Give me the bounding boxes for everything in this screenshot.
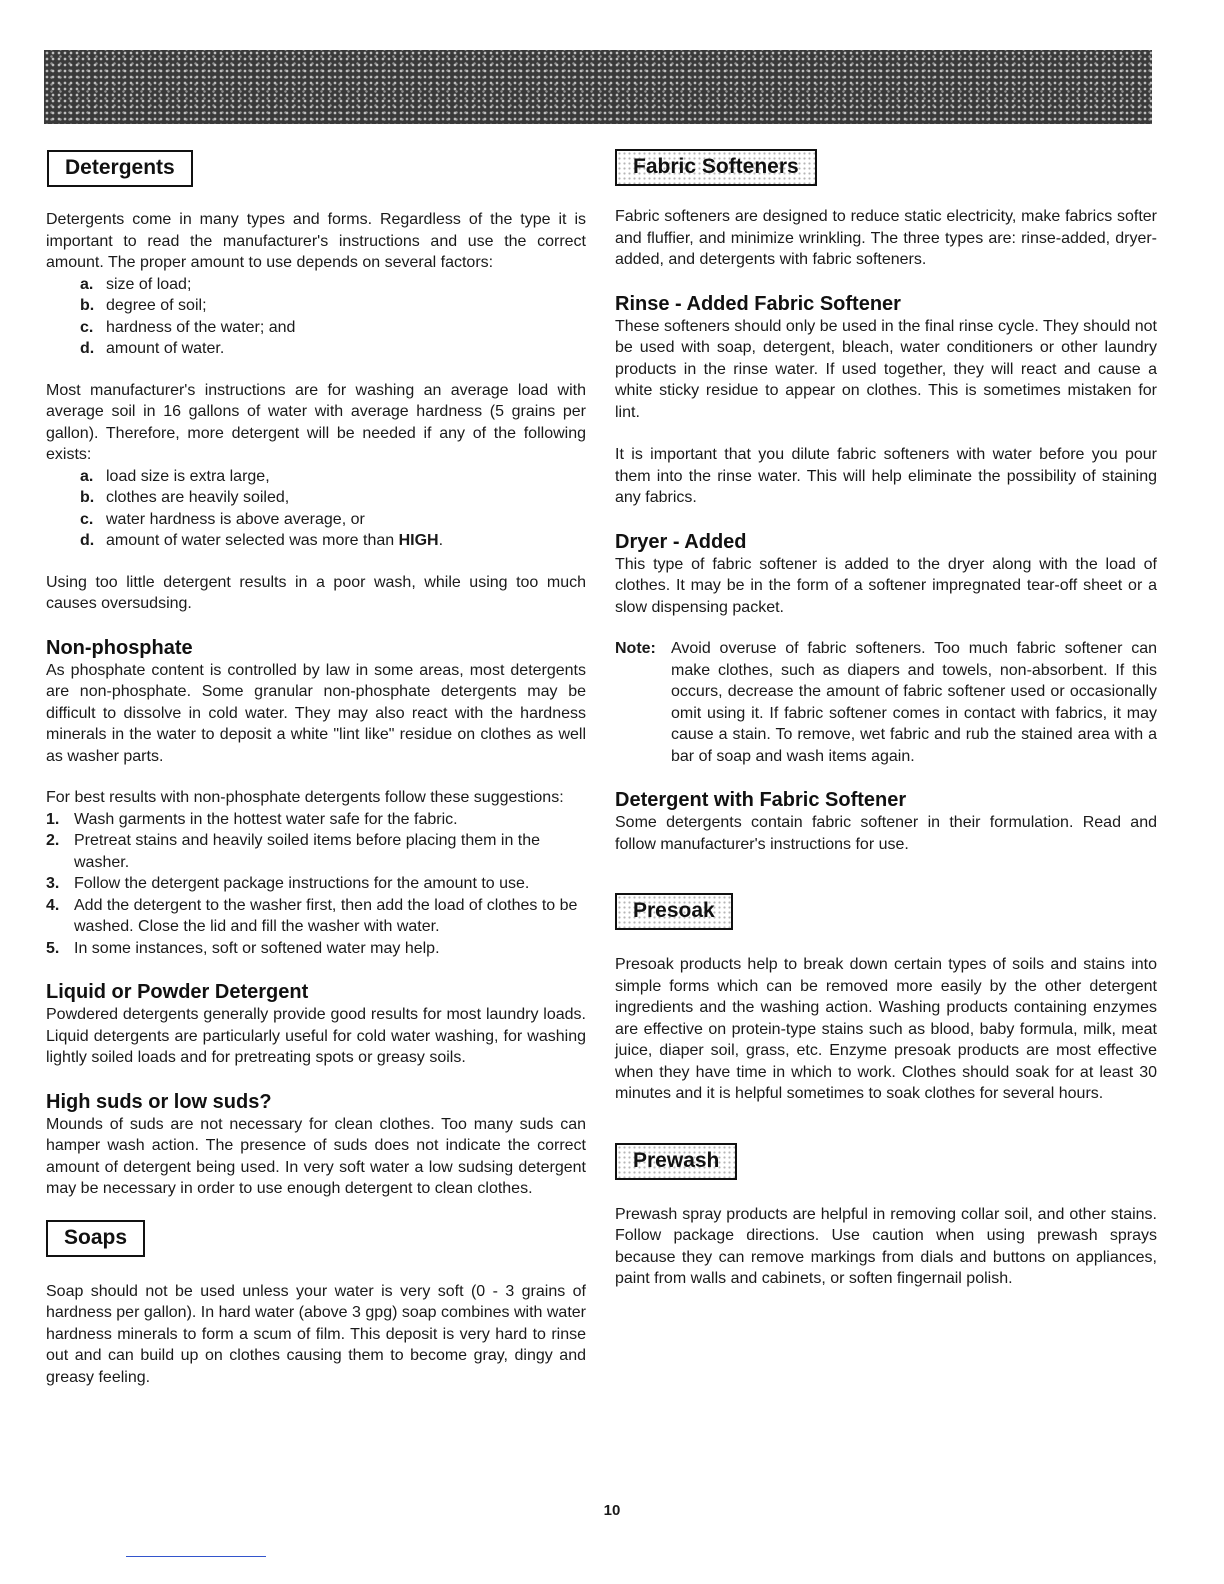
nonphosphate-para1: As phosphate content is controlled by law in some areas, most detergents are non-phosphate. Some granular non-phosphate detergents may be difficult to dissolve in cold water. They may also react with the hardness minerals in the water to deposit a white "lint like" residue on clothes as well as washer parts. (46, 661, 586, 765)
suggestions-list (46, 809, 586, 960)
dryer-added-para: This type of fabric softener is added to the dryer along with the load of clothes. It may be in the form of a softener impregnated tear-off sheet or a slow dispensing packet. (615, 555, 1157, 616)
softener-note (615, 638, 1157, 767)
fabric-softeners-intro: Fabric softeners are designed to reduce static electricity, make fabrics softer and fluffier, and minimize wrinkling. The three types are: rinse-added, dryer-added, and detergents with fabric softeners. (615, 208, 1157, 268)
soaps-para: Soap should not be used unless your water is very soft (0 - 3 grains of hardness per gallon). In hard water (above 3 gpg) soap combines with water hardness minerals to form a scum of film. This deposit is very hard to rinse out and can build up on clothes causing them to become gray, dingy and greasy feeling. (46, 1282, 586, 1386)
list-item: d. amount of water. (80, 340, 225, 357)
factors-list (46, 274, 586, 360)
presoak-para: Presoak products help to break down certain types of soils and stains into simple forms which can be removed more easily by the other detergent ingredients and the washing action. Washing products containing enzymes are effective on protein-type stains such as blood, baby formula, milk, meat juice, diaper soil, grass, etc. Enzyme presoak products are most effective when they have time in which to work. Clothes should soak for at least 30 minutes and it is helpful sometimes to soak clothes for several hours. (615, 956, 1157, 1102)
note-text: Avoid overuse of fabric softeners. Too much fabric softener can make clothes, such as diapers and towels, non-absorbent. If this occurs, decrease the amount of fabric softener used or occasionally omit using it. If fabric softener comes in contact with fabrics, it may cause a stain. To remove, wet fabric and rub the stained area with a bar of soap and wash items again. (671, 640, 1157, 765)
conditions-list (46, 466, 586, 552)
list-item: 4. Add the detergent to the washer first, then add the load of clothes to be washed. Close the lid and fill the washer with water. (46, 896, 578, 935)
list-item: a. load size is extra large, (80, 467, 270, 485)
list-item: b. degree of soil; (80, 297, 207, 314)
list-item: 3. Follow the detergent package instructions for the amount to use. (46, 875, 530, 892)
list-item: c. hardness of the water; and (80, 318, 296, 336)
detergents-para3: Using too little detergent results in a poor wash, while using too much causes oversudsing. (46, 573, 586, 612)
list-item: 1. Wash garments in the hottest water safe for the fabric. (46, 810, 458, 828)
list-item: d. amount of water selected was more than HIGH. (80, 532, 444, 549)
detergents-para2: Most manufacturer's instructions are for washing an average load with average soil in 16 gallons of water with average hardness (5 grains per gallon). Therefore, more detergent will be needed if any of the following exists: (46, 381, 586, 463)
prewash-para: Prewash spray products are helpful in removing collar soil, and other stains. Follow package directions. Use caution when using prewash sprays because they can remove markings from dials and buttons on appliances, paint from walls and cabinets, or soften fingernail polish. (615, 1205, 1157, 1287)
prewash-heading: Prewash (615, 1143, 737, 1180)
page-number: 10 (603, 1502, 621, 1519)
list-item: b. clothes are heavily soiled, (80, 489, 290, 506)
list-item: a. size of load; (80, 275, 192, 293)
note-label: Note: (615, 640, 656, 657)
soaps-heading: Soaps (46, 1220, 145, 1257)
detergent-softener-para: Some detergents contain fabric softener in their formulation. Read and follow manufacturer's instructions for use. (615, 814, 1157, 853)
nonphosphate-heading: Non-phosphate (46, 636, 193, 659)
footer-line (126, 1556, 266, 1557)
nonphosphate-para2: For best results with non-phosphate detergents follow these suggestions: (46, 789, 564, 806)
rinse-added-heading: Rinse - Added Fabric Softener (615, 292, 901, 315)
suds-heading: High suds or low suds? (46, 1090, 272, 1113)
dryer-added-heading: Dryer - Added (615, 530, 747, 553)
right-column (615, 150, 1157, 1290)
suds-para: Mounds of suds are not necessary for clean clothes. Too many suds can hamper wash action. The presence of suds does not indicate the correct amount of detergent being used. In very soft water a low sudsing detergent may be necessary in order to use enough detergent to clean clothes. (46, 1115, 586, 1197)
detergents-heading: Detergents (47, 150, 193, 187)
rinse-added-para1: These softeners should only be used in the final rinse cycle. They should not be used with soap, detergent, bleach, water conditioners or other laundry products in the rinse water. If used together, they will react and cause a white sticky residue to appear on clothes. This is sometimes mistaken for lint. (615, 317, 1157, 421)
detergent-softener-heading: Detergent with Fabric Softener (615, 789, 907, 811)
fabric-softeners-heading: Fabric Softeners (615, 149, 817, 186)
presoak-heading: Presoak (615, 893, 733, 930)
detergents-intro: Detergents come in many types and forms. Regardless of the type it is important to read the manufacturer's instructions and use the correct amount. The proper amount to use depends on several factors: (46, 211, 586, 271)
list-item: 2. Pretreat stains and heavily soiled items before placing them in the washer. (46, 832, 541, 871)
header-banner (44, 50, 1152, 124)
rinse-added-para2: It is important that you dilute fabric softeners with water before you pour them into the rinse water. This will help eliminate the possibility of staining any fabrics. (615, 446, 1157, 506)
left-column (46, 150, 586, 1388)
liquid-powder-heading: Liquid or Powder Detergent (46, 981, 309, 1003)
list-item: 5. In some instances, soft or softened water may help. (46, 939, 440, 957)
list-item: c. water hardness is above average, or (80, 510, 365, 528)
liquid-powder-para: Powdered detergents generally provide good results for most laundry loads. Liquid detergents are particularly useful for cold water washing, for washing lightly soiled loads and for pretreating spots or greasy soils. (46, 1006, 586, 1066)
